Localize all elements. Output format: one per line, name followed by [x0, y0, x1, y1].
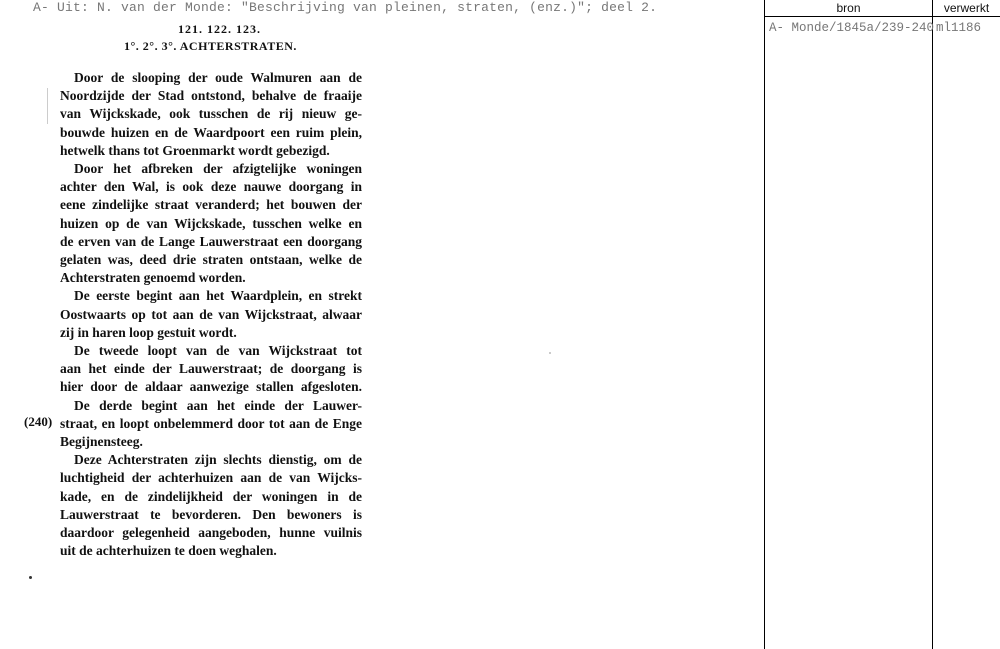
text-line: daardoor gelegenheid aangeboden, hunne vuilnis: [60, 525, 362, 541]
text-line: bouwde huizen en de Waardpoort een ruim plein,: [60, 124, 362, 140]
source-header: A- Uit: N. van der Monde: "Beschrijving van pleinen, straten, (enz.)"; deel 2.: [33, 0, 658, 15]
text-line: Achterstraten genoemd worden.: [60, 270, 246, 286]
table-column-divider: [932, 0, 933, 649]
text-line: uit de achterhuizen te doen weghalen.: [60, 543, 277, 559]
cell-verwerkt: ml1186: [936, 21, 982, 35]
text-line: Lauwerstraat te bevorderen. Den bewoners is: [60, 506, 362, 522]
text-line: zij in haren loop gestuit wordt.: [60, 324, 237, 340]
section-title: 1°. 2°. 3°. ACHTERSTRATEN.: [124, 39, 297, 53]
text-line: hetwelk thans tot Groenmarkt wordt gebezigd.: [60, 142, 330, 158]
text-line: Oostwaarts op tot aan de van Wijckstraat, alwaar: [60, 306, 362, 322]
cell-bron: A- Monde/1845a/239-240: [769, 21, 935, 35]
body-text: [60, 69, 362, 560]
text-line: luchtigheid der achterhuizen aan de van Wijcks-: [60, 470, 362, 486]
text-line: De derde begint aan het einde der Lauwer-: [74, 397, 362, 413]
text-line: Begijnensteeg.: [60, 434, 143, 450]
text-line: huizen op de van Wijckskade, tusschen welke en: [60, 215, 362, 231]
table-header-rule: [764, 16, 1000, 17]
table-left-border: [764, 0, 765, 649]
text-line: achter den Wal, is ook deze nauwe doorgang in: [60, 179, 362, 195]
text-line: hier door de aldaar aanwezige stallen afgesloten.: [60, 379, 362, 395]
text-line: van Wijckskade, ook tusschen de rij nieuw ge-: [60, 106, 362, 122]
text-line: kade, en de zindelijkheid der woningen in de: [60, 488, 362, 504]
text-line: De eerste begint aan het Waardplein, en strekt: [74, 288, 362, 304]
margin-page-note: (240): [24, 414, 53, 429]
text-line: eene zindelijke straat veranderd; het bouwen der: [60, 197, 362, 213]
column-header-bron: bron: [836, 1, 861, 15]
text-line: Door het afbreken der afzigtelijke woningen: [74, 161, 362, 177]
section-numbers: 121. 122. 123.: [178, 22, 261, 36]
text-line: Deze Achterstraten zijn slechts dienstig, om de: [74, 452, 362, 468]
text-line: straat, en loopt onbelemmerd door tot aan de Enge: [60, 415, 362, 431]
scan-margin-mark: [47, 88, 48, 124]
text-line: Noordzijde der Stad ontstond, behalve de fraaije: [60, 88, 362, 104]
scan-speck: [549, 352, 551, 354]
column-header-verwerkt: verwerkt: [943, 1, 990, 15]
scan-speck: [29, 576, 32, 579]
text-line: de erven van de Lange Lauwerstraat een doorgang: [60, 233, 362, 249]
text-line: De tweede loopt van de van Wijckstraat tot: [74, 343, 362, 359]
text-line: gelaten was, deed drie straten ontstaan, welke de: [60, 252, 362, 268]
text-line: Door de slooping der oude Walmuren aan de: [74, 70, 362, 85]
text-line: aan het einde der Lauwerstraat; de doorgang is: [60, 361, 362, 377]
